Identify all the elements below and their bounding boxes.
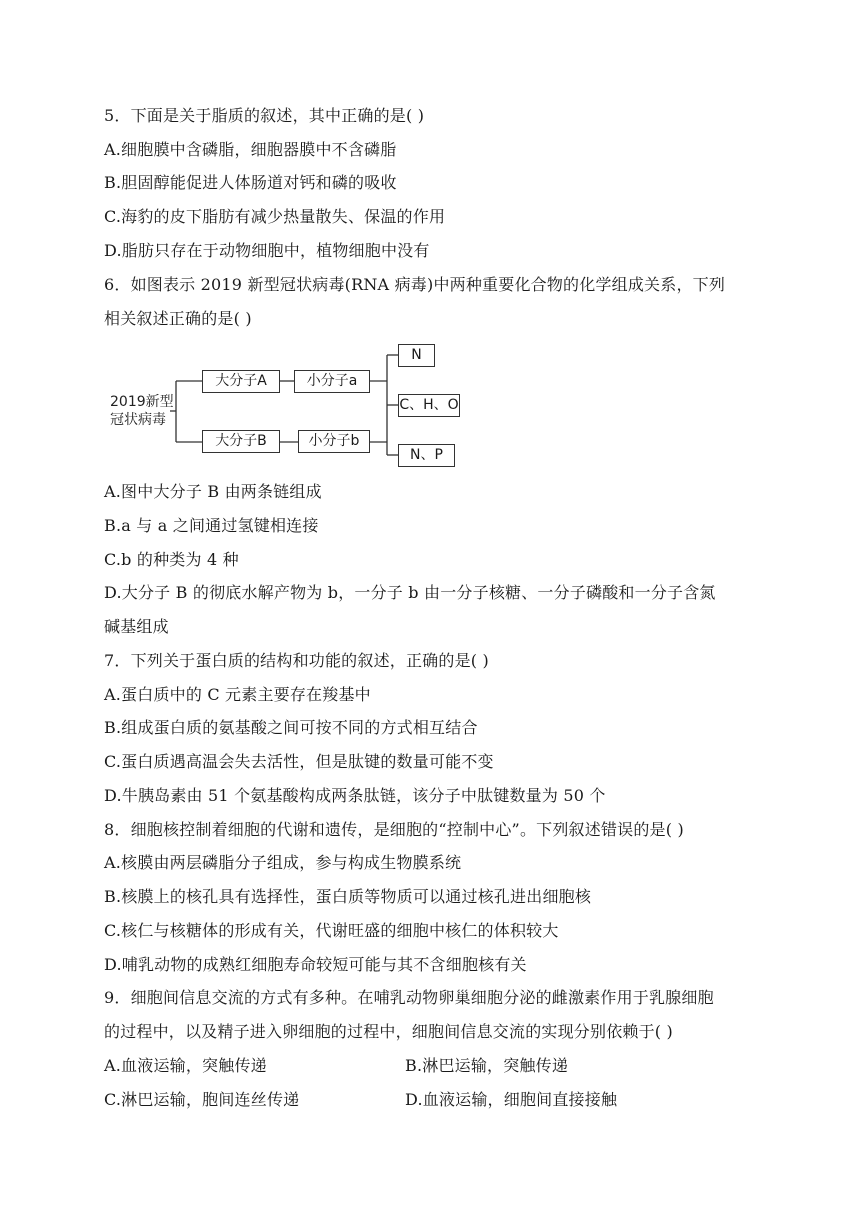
q6-stem-line2: 相关叙述正确的是( ) bbox=[104, 309, 252, 328]
q6-option-d-cont: 碱基组成 bbox=[104, 617, 169, 636]
q5-option-a: A.细胞膜中含磷脂，细胞器膜中不含磷脂 bbox=[104, 140, 397, 159]
element-np-box: N、P bbox=[398, 444, 455, 467]
small-a-box: 小分子a bbox=[294, 370, 370, 393]
q6-option-d: D.大分子 B 的彻底水解产物为 b，一分子 b 由一分子核糖、一分子磷酸和一分子含氮 bbox=[104, 583, 716, 602]
q9-option-c: C.淋巴运输，胞间连丝传递 bbox=[104, 1090, 300, 1109]
q5-option-d: D.脂肪只存在于动物细胞中，植物细胞中没有 bbox=[104, 241, 430, 260]
q6-option-a: A.图中大分子 B 由两条链组成 bbox=[104, 482, 322, 501]
q7-option-b: B.组成蛋白质的氨基酸之间可按不同的方式相互结合 bbox=[104, 718, 478, 737]
q7-stem: 7．下列关于蛋白质的结构和功能的叙述，正确的是( ) bbox=[104, 651, 489, 670]
macro-b-box: 大分子B bbox=[202, 430, 280, 453]
q5-option-b: B.胆固醇能促进人体肠道对钙和磷的吸收 bbox=[104, 173, 397, 192]
virus-label-line2: 冠状病毒 bbox=[110, 412, 166, 428]
virus-composition-diagram bbox=[104, 338, 474, 474]
q7-option-c: C.蛋白质遇高温会失去活性，但是肽键的数量可能不变 bbox=[104, 752, 494, 771]
element-cho-box: C、H、O bbox=[398, 394, 460, 417]
small-b-box: 小分子b bbox=[298, 430, 370, 453]
q8-option-a: A.核膜由两层磷脂分子组成，参与构成生物膜系统 bbox=[104, 853, 462, 872]
q9-option-a: A.血液运输，突触传递 bbox=[104, 1056, 267, 1075]
q5-option-c: C.海豹的皮下脂肪有减少热量散失、保温的作用 bbox=[104, 207, 446, 226]
q7-option-a: A.蛋白质中的 C 元素主要存在羧基中 bbox=[104, 685, 371, 704]
q7-option-d: D.牛胰岛素由 51 个氨基酸构成两条肽链，该分子中肽键数量为 50 个 bbox=[104, 786, 606, 805]
element-n-box: N bbox=[398, 344, 435, 367]
q6-option-c: C.b 的种类为 4 种 bbox=[104, 550, 239, 569]
q9-stem-line2: 的过程中，以及精子进入卵细胞的过程中，细胞间信息交流的实现分别依赖于( ) bbox=[104, 1022, 673, 1041]
q8-option-c: C.核仁与核糖体的形成有关，代谢旺盛的细胞中核仁的体积较大 bbox=[104, 921, 559, 940]
q6-option-b: B.a 与 a 之间通过氢键相连接 bbox=[104, 516, 319, 535]
q8-option-d: D.哺乳动物的成熟红细胞寿命较短可能与其不含细胞核有关 bbox=[104, 955, 527, 974]
q8-stem: 8．细胞核控制着细胞的代谢和遗传，是细胞的“控制中心”。下列叙述错误的是( ) bbox=[104, 820, 684, 839]
q9-option-d: D.血液运输，细胞间直接接触 bbox=[405, 1090, 618, 1109]
q5-stem: 5．下面是关于脂质的叙述，其中正确的是( ) bbox=[104, 106, 425, 125]
macro-a-box: 大分子A bbox=[202, 370, 280, 393]
q8-option-b: B.核膜上的核孔具有选择性，蛋白质等物质可以通过核孔进出细胞核 bbox=[104, 887, 592, 906]
q9-stem-line1: 9．细胞间信息交流的方式有多种。在哺乳动物卵巢细胞分泌的雌激素作用于乳腺细胞 bbox=[104, 988, 714, 1007]
q9-option-b: B.淋巴运输，突触传递 bbox=[405, 1056, 569, 1075]
virus-label-line1: 2019新型 bbox=[110, 394, 174, 410]
q6-stem-line1: 6．如图表示 2019 新型冠状病毒(RNA 病毒)中两种重要化合物的化学组成关系，下列 bbox=[104, 275, 726, 294]
